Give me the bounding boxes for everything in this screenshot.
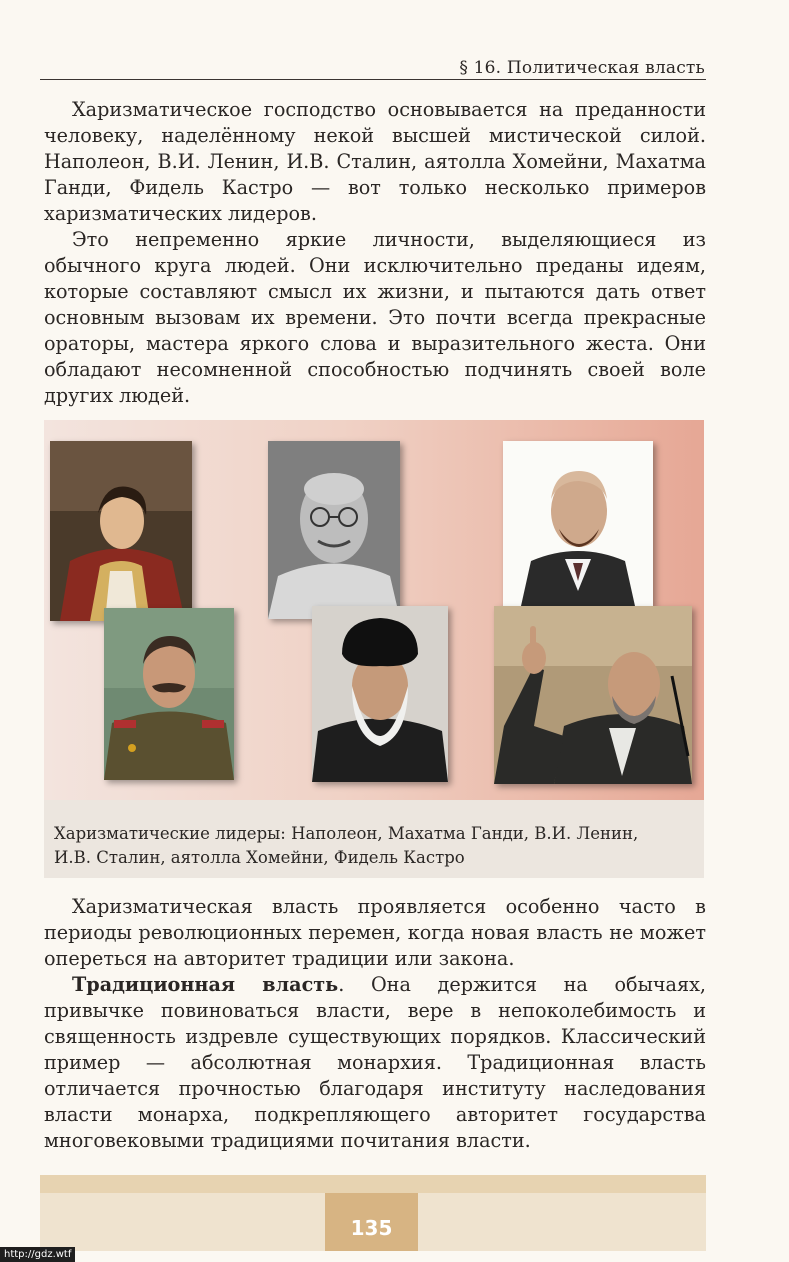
figure-caption [54,822,704,870]
lenin-portrait [503,441,653,606]
figure-caption-line-2: И.В. Сталин, аятолла Хомейни, Фидель Кастро [54,848,465,867]
running-head: § 16. Политическая власть [459,58,705,78]
paragraph-charismatic-domination: Харизматическое господство основывается на преданности человеку, наделённому некой высшей мистической силой. Наполеон, В.И. Ленин, И.В. Сталин, аятолла Хомейни, Махатма Ганди, Фидель Кастро — вот только несколько примеров харизматических лидеров. [44,98,706,225]
paragraph-leader-traits: Это непременно яркие личности, выделяющиеся из обычного круга людей. Они исключительно преданы идеям, которые составляют смысл их жизни, и пытаются дать ответ основным вызовам их времени. Это почти всегда прекрасные ораторы, мастера яркого слова и выразительного жеста. Они обладают несомненной способностью подчинять своей воле других людей. [44,228,706,407]
khomeini-portrait [312,606,448,782]
figure-caption-line-1: Харизматические лидеры: Наполеон, Махатма Ганди, В.И. Ленин, [54,824,639,843]
napoleon-portrait [50,441,192,621]
castro-portrait [494,606,692,784]
watermark: http://gdz.wtf [0,1247,75,1262]
header-rule [40,79,706,80]
gandhi-portrait [268,441,400,619]
stalin-portrait [104,608,234,780]
term-traditional-power: Традиционная власть [72,973,339,996]
page-number: 135 [350,1216,393,1240]
paragraph-traditional-power [44,972,706,1154]
footer-band-stripe [40,1175,706,1193]
paragraph-revolutionary-periods: Харизматическая власть проявляется особенно часто в периоды революционных перемен, когда новая власть не может опереться на авторитет традиции или закона. [44,895,706,970]
paragraph-traditional-power-text: . Она держится на обычаях, привычке повиноваться власти, вере в непоколебимость и священность издревле существующих порядков. Классический пример — абсолютная монархия. Традиционная власть отличается прочностью благодаря институту наследования власти монарха, подкрепляющего авторитет государства многовековыми традициями почитания власти. [44,973,706,1152]
